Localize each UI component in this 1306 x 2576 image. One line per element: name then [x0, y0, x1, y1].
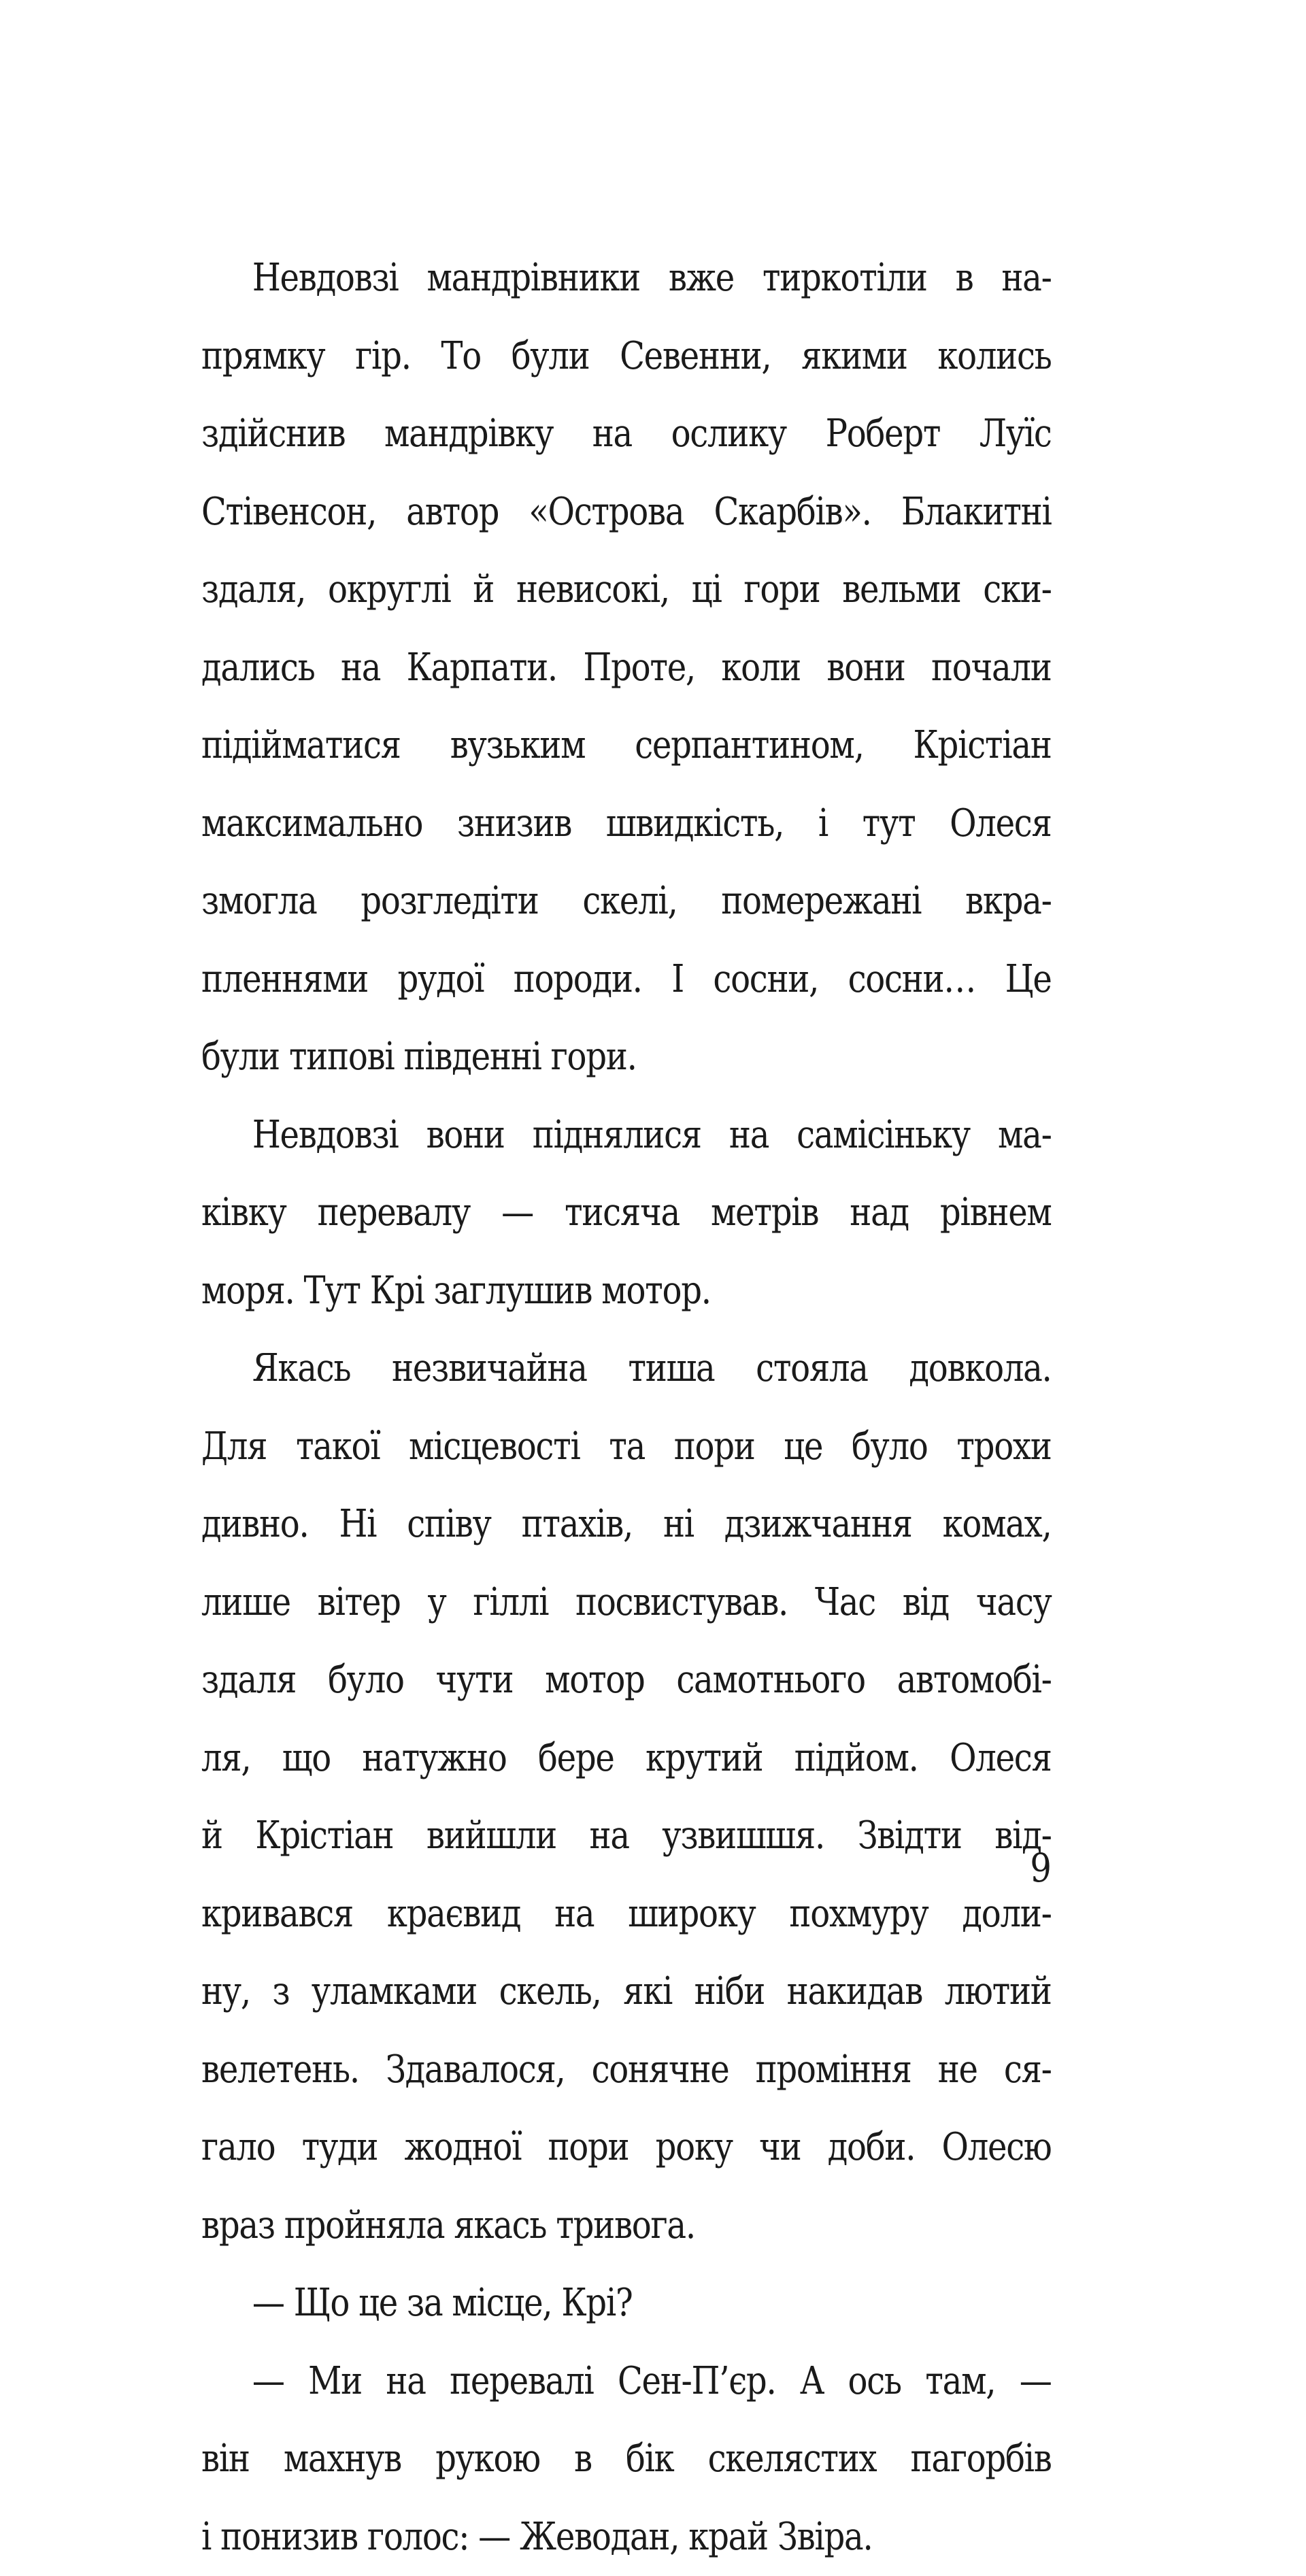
- text-line: велетень. Здавалося, сонячне проміння не ся-: [201, 2031, 1052, 2109]
- body-text: [201, 239, 933, 2576]
- text-line: здійснив мандрівку на ослику Роберт Луїс: [201, 395, 1052, 473]
- text-line: Для такої місцевості та пори це було трохи: [201, 1408, 1052, 1486]
- text-line: ну, з уламками скель, які ніби накидав лютий: [201, 1953, 1052, 2031]
- text-line: здаля було чути мотор самотнього автомобі-: [201, 1641, 1052, 1720]
- dialogue-line: він махнув рукою в бік скелястих пагорбів: [201, 2420, 1052, 2498]
- text-line: здаля, округлі й невисокі, ці гори вельми ски-: [201, 551, 1052, 629]
- text-line: дались на Карпати. Проте, коли вони почали: [201, 629, 1052, 707]
- text-line: Якась незвичайна тиша стояла довкола.: [201, 1330, 1052, 1408]
- text-line: ківку перевалу — тисяча метрів над рівнем: [201, 1174, 1052, 1252]
- text-line: лише вітер у гіллі посвистував. Час від часу: [201, 1564, 1052, 1642]
- text-line: Невдовзі мандрівники вже тиркотіли в на-: [201, 239, 1052, 318]
- text-line: ля, що натужно бере крутий підйом. Олеся: [201, 1720, 1052, 1798]
- text-line: кривався краєвид на широку похмуру доли-: [201, 1875, 1052, 1954]
- dialogue-line: і понизив голос: — Жеводан, край Звіра.: [201, 2498, 1052, 2576]
- text-line: дивно. Ні співу птахів, ні дзижчання комах,: [201, 1486, 1052, 1564]
- text-line: моря. Тут Крі заглушив мотор.: [201, 1252, 1052, 1331]
- page-number: 9: [1019, 1845, 1052, 1891]
- text-line: максимально знизив швидкість, і тут Олеся: [201, 785, 1052, 863]
- text-line: Стівенсон, автор «Острова Скарбів». Блакитні: [201, 473, 1052, 552]
- text-line: пленнями рудої породи. І сосни, сосни… Це: [201, 941, 1052, 1019]
- dialogue-line: — Що це за місце, Крі?: [201, 2264, 1052, 2343]
- text-line: підійматися вузьким серпантином, Крістіан: [201, 707, 1052, 785]
- text-line: змогла розгледіти скелі, помережані вкра-: [201, 863, 1052, 941]
- text-line: враз пройняла якась тривога.: [201, 2187, 1052, 2265]
- text-line: були типові південні гори.: [201, 1018, 1052, 1097]
- text-line: прямку гір. То були Севенни, якими колись: [201, 318, 1052, 396]
- text-line: Невдовзі вони піднялися на самісіньку ма-: [201, 1097, 1052, 1175]
- dialogue-line: — Ми на перевалі Сен-П’єр. А ось там, —: [201, 2343, 1052, 2421]
- text-line: гало туди жодної пори року чи доби. Олесю: [201, 2109, 1052, 2187]
- text-line: й Крістіан вийшли на узвишшя. Звідти від-: [201, 1797, 1052, 1875]
